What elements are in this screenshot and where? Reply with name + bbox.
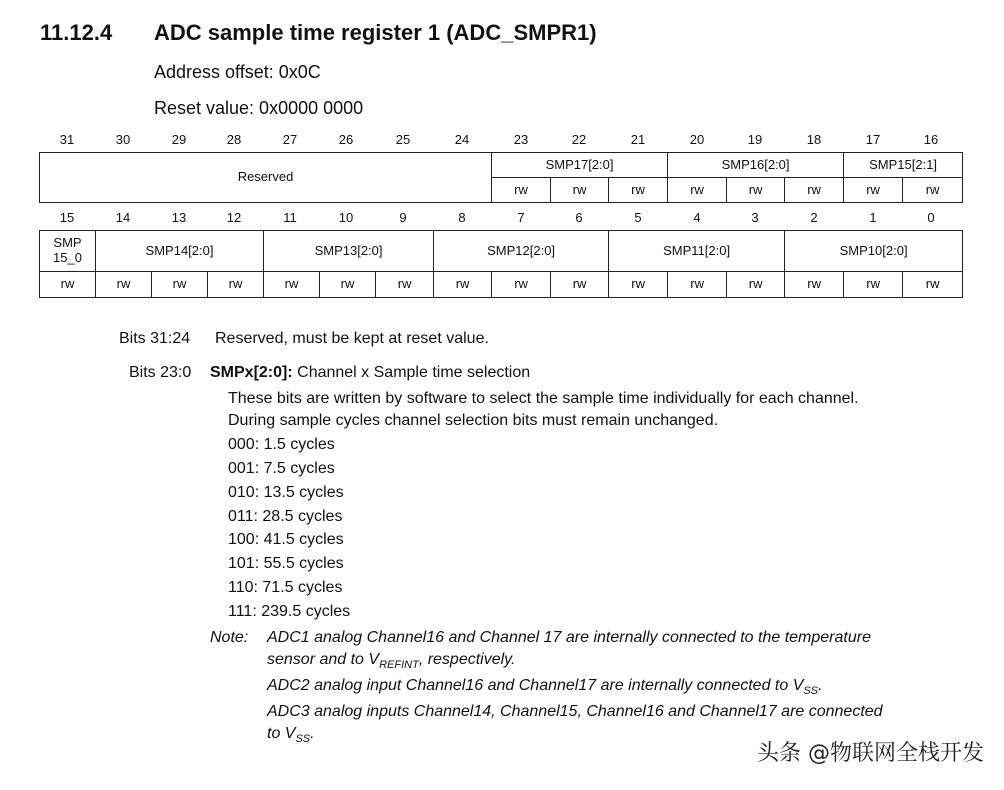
note-text: sensor and to V [267,651,380,668]
field-smp16: SMP16[2:0] [668,153,844,178]
access-cell: rw [727,178,785,203]
bits-23-0-label: Bits 23:0 [129,364,192,381]
note-subscript: SS [295,733,311,746]
access-cell: rw [668,178,727,203]
access-cell: rw [492,178,551,203]
access-cell: rw [903,272,963,298]
bit-number: 3 [751,210,759,225]
note-subscript: SS [803,685,819,698]
cycle-code: 100: 41.5 cycles [228,531,344,548]
bits-31-24-label: Bits 31:24 [119,330,191,347]
bit-number: 14 [115,210,131,225]
reset-value: Reset value: 0x0000 0000 [154,98,364,118]
field-smp15-high: SMP15[2:1] [844,153,963,178]
bit-number: 17 [865,132,881,147]
note-subscript: REFINT [379,659,419,672]
note-line-3 [267,677,823,697]
bit-number: 29 [171,132,187,147]
note-line-1: ADC1 analog Channel16 and Channel 17 are internally connected to the temperature [267,629,871,646]
bit-number: 7 [517,210,525,225]
field-smp12: SMP12[2:0] [434,231,609,272]
watermark: 头条 @物联网全栈开发 [757,741,984,766]
bit-number: 18 [806,132,822,147]
access-cell: rw [551,178,609,203]
access-cell: rw [264,272,320,298]
access-cell: rw [551,272,609,298]
bit-number: 30 [115,132,131,147]
bit-number: 24 [454,132,470,147]
access-cell: rw [844,272,903,298]
bit-number: 19 [747,132,763,147]
cycle-code: 111: 239.5 cycles [228,603,351,620]
field-smp15-low: SMP 15_0 [40,231,96,272]
section-number: 11.12.4 [40,20,113,45]
bit-number: 31 [59,132,75,147]
bit-number: 8 [458,210,466,225]
section-title: ADC sample time register 1 (ADC_SMPR1) [154,20,597,45]
access-cell: rw [320,272,376,298]
access-cell: rw [434,272,492,298]
access-cell: rw [844,178,903,203]
field-summary: Channel x Sample time selection [292,364,531,381]
field-smp13: SMP13[2:0] [264,231,434,272]
bit-number: 11 [283,210,297,225]
bit-number: 20 [689,132,705,147]
note-label: Note: [210,629,249,646]
field-smp14: SMP14[2:0] [96,231,264,272]
note-text: ADC2 analog input Channel16 and Channel17 are internally connected to V [267,677,804,694]
cycle-code: 101: 55.5 cycles [228,555,344,572]
bit-number: 21 [630,132,646,147]
bit-number: 23 [513,132,529,147]
note-line-2 [267,651,515,671]
access-cell: rw [668,272,727,298]
cycle-code: 000: 1.5 cycles [228,436,335,453]
access-cell: rw [152,272,208,298]
cycle-code: 110: 71.5 cycles [228,579,343,596]
bits-23-0-heading [210,364,530,382]
bit-number: 10 [338,210,354,225]
note-line-5 [267,725,315,745]
bit-number: 16 [923,132,939,147]
note-text: . [818,677,823,694]
access-cell: rw [785,178,844,203]
register-table-upper [39,152,963,203]
access-cell: rw [208,272,264,298]
access-cell: rw [785,272,844,298]
note-text: . [310,725,315,742]
cycle-code: 001: 7.5 cycles [228,460,335,477]
bits-31-24-text: Reserved, must be kept at reset value. [215,330,489,347]
access-cell: rw [609,178,668,203]
note-line-4: ADC3 analog inputs Channel14, Channel15, Channel16 and Channel17 are connected [267,703,883,720]
address-offset: Address offset: 0x0C [154,62,321,82]
bit-number: 1 [869,210,877,225]
description-line-2: During sample cycles channel selection bits must remain unchanged. [228,412,719,429]
bit-number: 28 [226,132,242,147]
cycle-code: 010: 13.5 cycles [228,484,344,501]
field-smp17: SMP17[2:0] [492,153,668,178]
access-cell: rw [727,272,785,298]
bit-number: 12 [226,210,242,225]
bit-number: 15 [59,210,75,225]
field-smp11: SMP11[2:0] [609,231,785,272]
note-text: , respectively. [418,651,516,668]
bit-number: 25 [395,132,411,147]
access-cell: rw [492,272,551,298]
description-line-1: These bits are written by software to select the sample time individually for each channel. [228,390,859,407]
bit-number: 4 [693,210,701,225]
bit-number: 26 [338,132,354,147]
access-cell: rw [96,272,152,298]
field-reserved: Reserved [40,153,492,203]
bit-number: 5 [634,210,642,225]
field-name: SMPx[2:0]: [210,364,293,381]
bit-number: 13 [171,210,187,225]
access-cell: rw [376,272,434,298]
access-cell: rw [903,178,963,203]
note-text: to V [267,725,296,742]
field-smp10: SMP10[2:0] [785,231,963,272]
bit-number: 27 [282,132,298,147]
access-cell: rw [40,272,96,298]
bit-number: 22 [571,132,587,147]
bit-number: 2 [810,210,818,225]
cycle-code: 011: 28.5 cycles [228,508,343,525]
bit-number: 9 [399,210,407,225]
bit-number: 0 [927,210,935,225]
register-table-lower [39,230,963,298]
bit-number: 6 [575,210,583,225]
access-cell: rw [609,272,668,298]
